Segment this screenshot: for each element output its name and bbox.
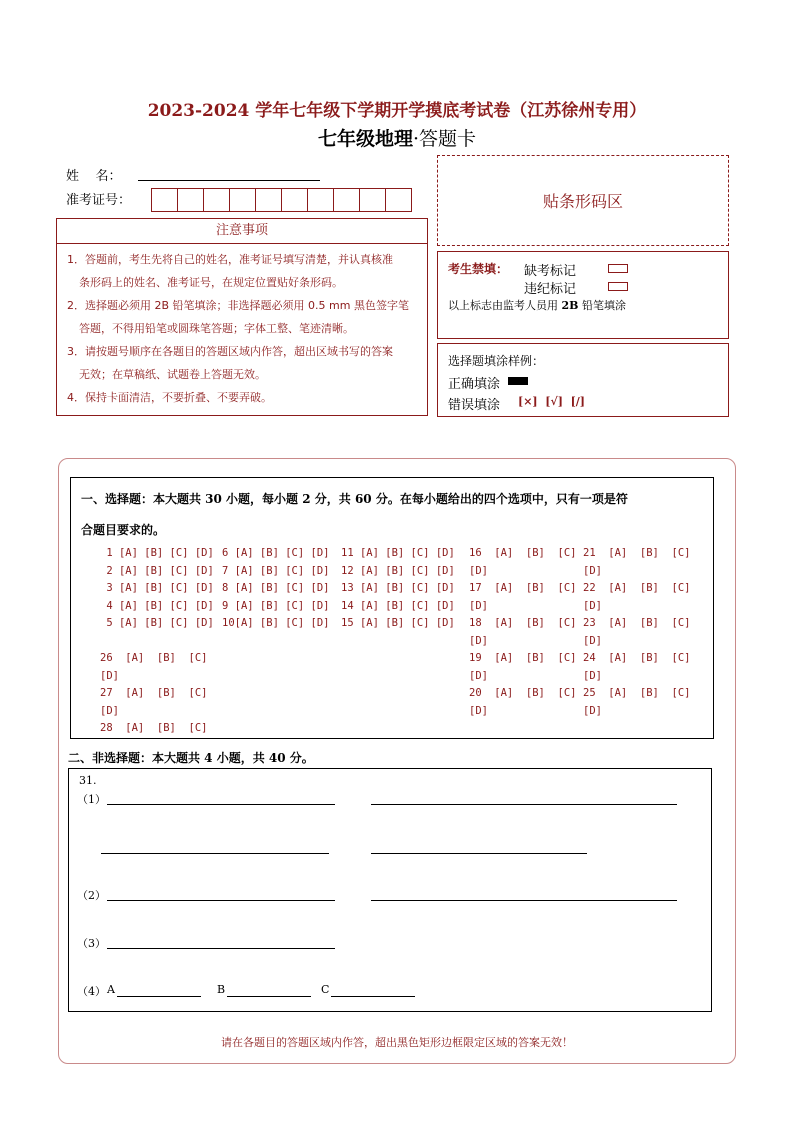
notice-item: 无效；在草稿纸、试题卷上答题无效。	[79, 368, 266, 381]
sample-title: 选择题填涂样例：	[448, 354, 545, 368]
exam-id-digit-box[interactable]	[334, 189, 360, 211]
exam-id-digit-box[interactable]	[360, 189, 386, 211]
violation-mark-box[interactable]	[608, 282, 628, 291]
exam-id-digit-box[interactable]	[152, 189, 178, 211]
absent-mark-box[interactable]	[608, 264, 628, 273]
part-1-label: （1）	[77, 793, 106, 806]
option-c-label: C	[321, 983, 330, 996]
answer-line-b[interactable]	[227, 995, 311, 997]
part-4-label: （4）	[77, 985, 106, 998]
answer-line[interactable]	[371, 803, 677, 805]
absent-mark-label: 缺考标记	[524, 264, 577, 279]
mcq-column-5[interactable]: 21 [A] [B] [C] [D] 22 [A] [B] [C] [D] 23 [A] [B] [C] [D] 24 [A] [B] [C] [D] 25 [A] [B] [C] [D]	[583, 547, 691, 717]
sample-panel	[437, 343, 729, 417]
section1-heading: 一、选择题：本大题共 30 小题，每小题 2 分，共 60 分。在每小题给出的四个选项中，只有一项是符	[81, 492, 628, 506]
answer-line-a[interactable]	[117, 995, 201, 997]
section1-frame	[70, 477, 714, 739]
notice-panel	[56, 218, 428, 416]
answer-line[interactable]	[101, 852, 329, 854]
violation-mark-label: 违纪标记	[524, 282, 577, 297]
wrong-label: 错误填涂	[448, 398, 501, 413]
question-number: 31.	[79, 774, 97, 787]
notice-item: 4．保持卡面清洁，不要折叠、不要弄破。	[67, 391, 272, 404]
name-label: 姓 名：	[66, 169, 122, 184]
prohibited-note	[448, 297, 626, 313]
exam-id-digit-box[interactable]	[178, 189, 204, 211]
answer-line-c[interactable]	[331, 995, 415, 997]
barcode-area	[437, 155, 729, 246]
note-text: 铅笔填涂	[578, 299, 626, 312]
answer-line[interactable]	[107, 899, 335, 901]
exam-id-digit-box[interactable]	[386, 189, 411, 211]
notice-item: 答题，不得用铅笔或圆珠笔答题；字体工整、笔迹清晰。	[79, 322, 354, 335]
exam-id-digit-box[interactable]	[308, 189, 334, 211]
footer-note: 请在各题目的答题区域内作答，超出黑色矩形边框限定区域的答案无效！	[221, 1036, 573, 1049]
mcq-column-1[interactable]: 1 [A] [B] [C] [D] 2 [A] [B] [C] [D] 3 [A] [B] [C] [D] 4 [A] [B] [C] [D] 5 [A] [B] [C] [D] 26 [A] [B] [C] [D] 27 [A] [B] [C] [D] 28 [A] [B] [C]	[100, 547, 214, 734]
exam-id-digit-box[interactable]	[204, 189, 230, 211]
section2-heading: 二、非选择题：本大题共 4 小题，共 40 分。	[68, 751, 314, 765]
option-b-label: B	[217, 983, 226, 996]
notice-body	[57, 244, 427, 409]
sheet-subtitle	[0, 124, 794, 151]
answer-line[interactable]	[371, 899, 677, 901]
subtitle-dot: ·	[412, 128, 420, 150]
exam-id-digit-box[interactable]	[282, 189, 308, 211]
notice-heading: 注意事项	[57, 219, 427, 244]
option-a-label: A	[107, 983, 115, 996]
notice-item: 条形码上的姓名、准考证号，在规定位置贴好条形码。	[79, 276, 343, 289]
part-2-label: （2）	[77, 889, 106, 902]
correct-label: 正确填涂	[448, 377, 501, 392]
mcq-column-2[interactable]: 6 [A] [B] [C] [D] 7 [A] [B] [C] [D] 8 [A] [B] [C] [D] 9 [A] [B] [C] [D] 10[A] [B] [C] [D]	[222, 547, 330, 629]
mcq-column-3[interactable]: 11 [A] [B] [C] [D] 12 [A] [B] [C] [D] 13 [A] [B] [C] [D] 14 [A] [B] [C] [D] 15 [A] [B] [C] [D]	[341, 547, 455, 629]
mcq-column-4[interactable]: 16 [A] [B] [C] [D] 17 [A] [B] [C] [D] 18 [A] [B] [C] [D] 19 [A] [B] [C] [D] 20 [A] [B] [C] [D]	[469, 547, 577, 717]
notice-item: 1．答题前，考生先将自己的姓名，准考证号填写清楚，并认真核准	[67, 253, 393, 266]
barcode-label: 贴条形码区	[542, 192, 623, 211]
part-3-label: （3）	[77, 937, 106, 950]
card-label: 答题卡	[419, 128, 477, 150]
prohibited-label: 考生禁填：	[448, 262, 509, 276]
subject-label: 七年级地理	[317, 128, 413, 150]
note-text: 以上标志由监考人员用	[448, 299, 562, 312]
wrong-mark-samples: [×] [√] [/]	[518, 395, 586, 408]
exam-id-label: 准考证号：	[66, 193, 132, 208]
sheet-title: 2023-2024 学年七年级下学期开学摸底考试卷（江苏徐州专用）	[147, 101, 647, 121]
exam-id-digit-box[interactable]	[230, 189, 256, 211]
section1-heading-cont: 合题目要求的。	[81, 523, 166, 537]
section2-frame	[68, 768, 712, 1012]
exam-id-boxes[interactable]	[151, 188, 412, 212]
notice-item: 2．选择题必须用 2B 铅笔填涂；非选择题必须用 0.5 mm 黑色签字笔	[67, 299, 409, 312]
name-field[interactable]	[138, 166, 320, 181]
filled-mark-sample	[508, 377, 528, 385]
answer-line[interactable]	[371, 852, 587, 854]
notice-item: 3．请按题号顺序在各题目的答题区域内作答，超出区域书写的答案	[67, 345, 393, 358]
answer-line[interactable]	[107, 803, 335, 805]
answer-line[interactable]	[107, 947, 335, 949]
prohibited-panel	[437, 251, 729, 339]
note-bold: 2B	[561, 299, 579, 312]
exam-id-digit-box[interactable]	[256, 189, 282, 211]
